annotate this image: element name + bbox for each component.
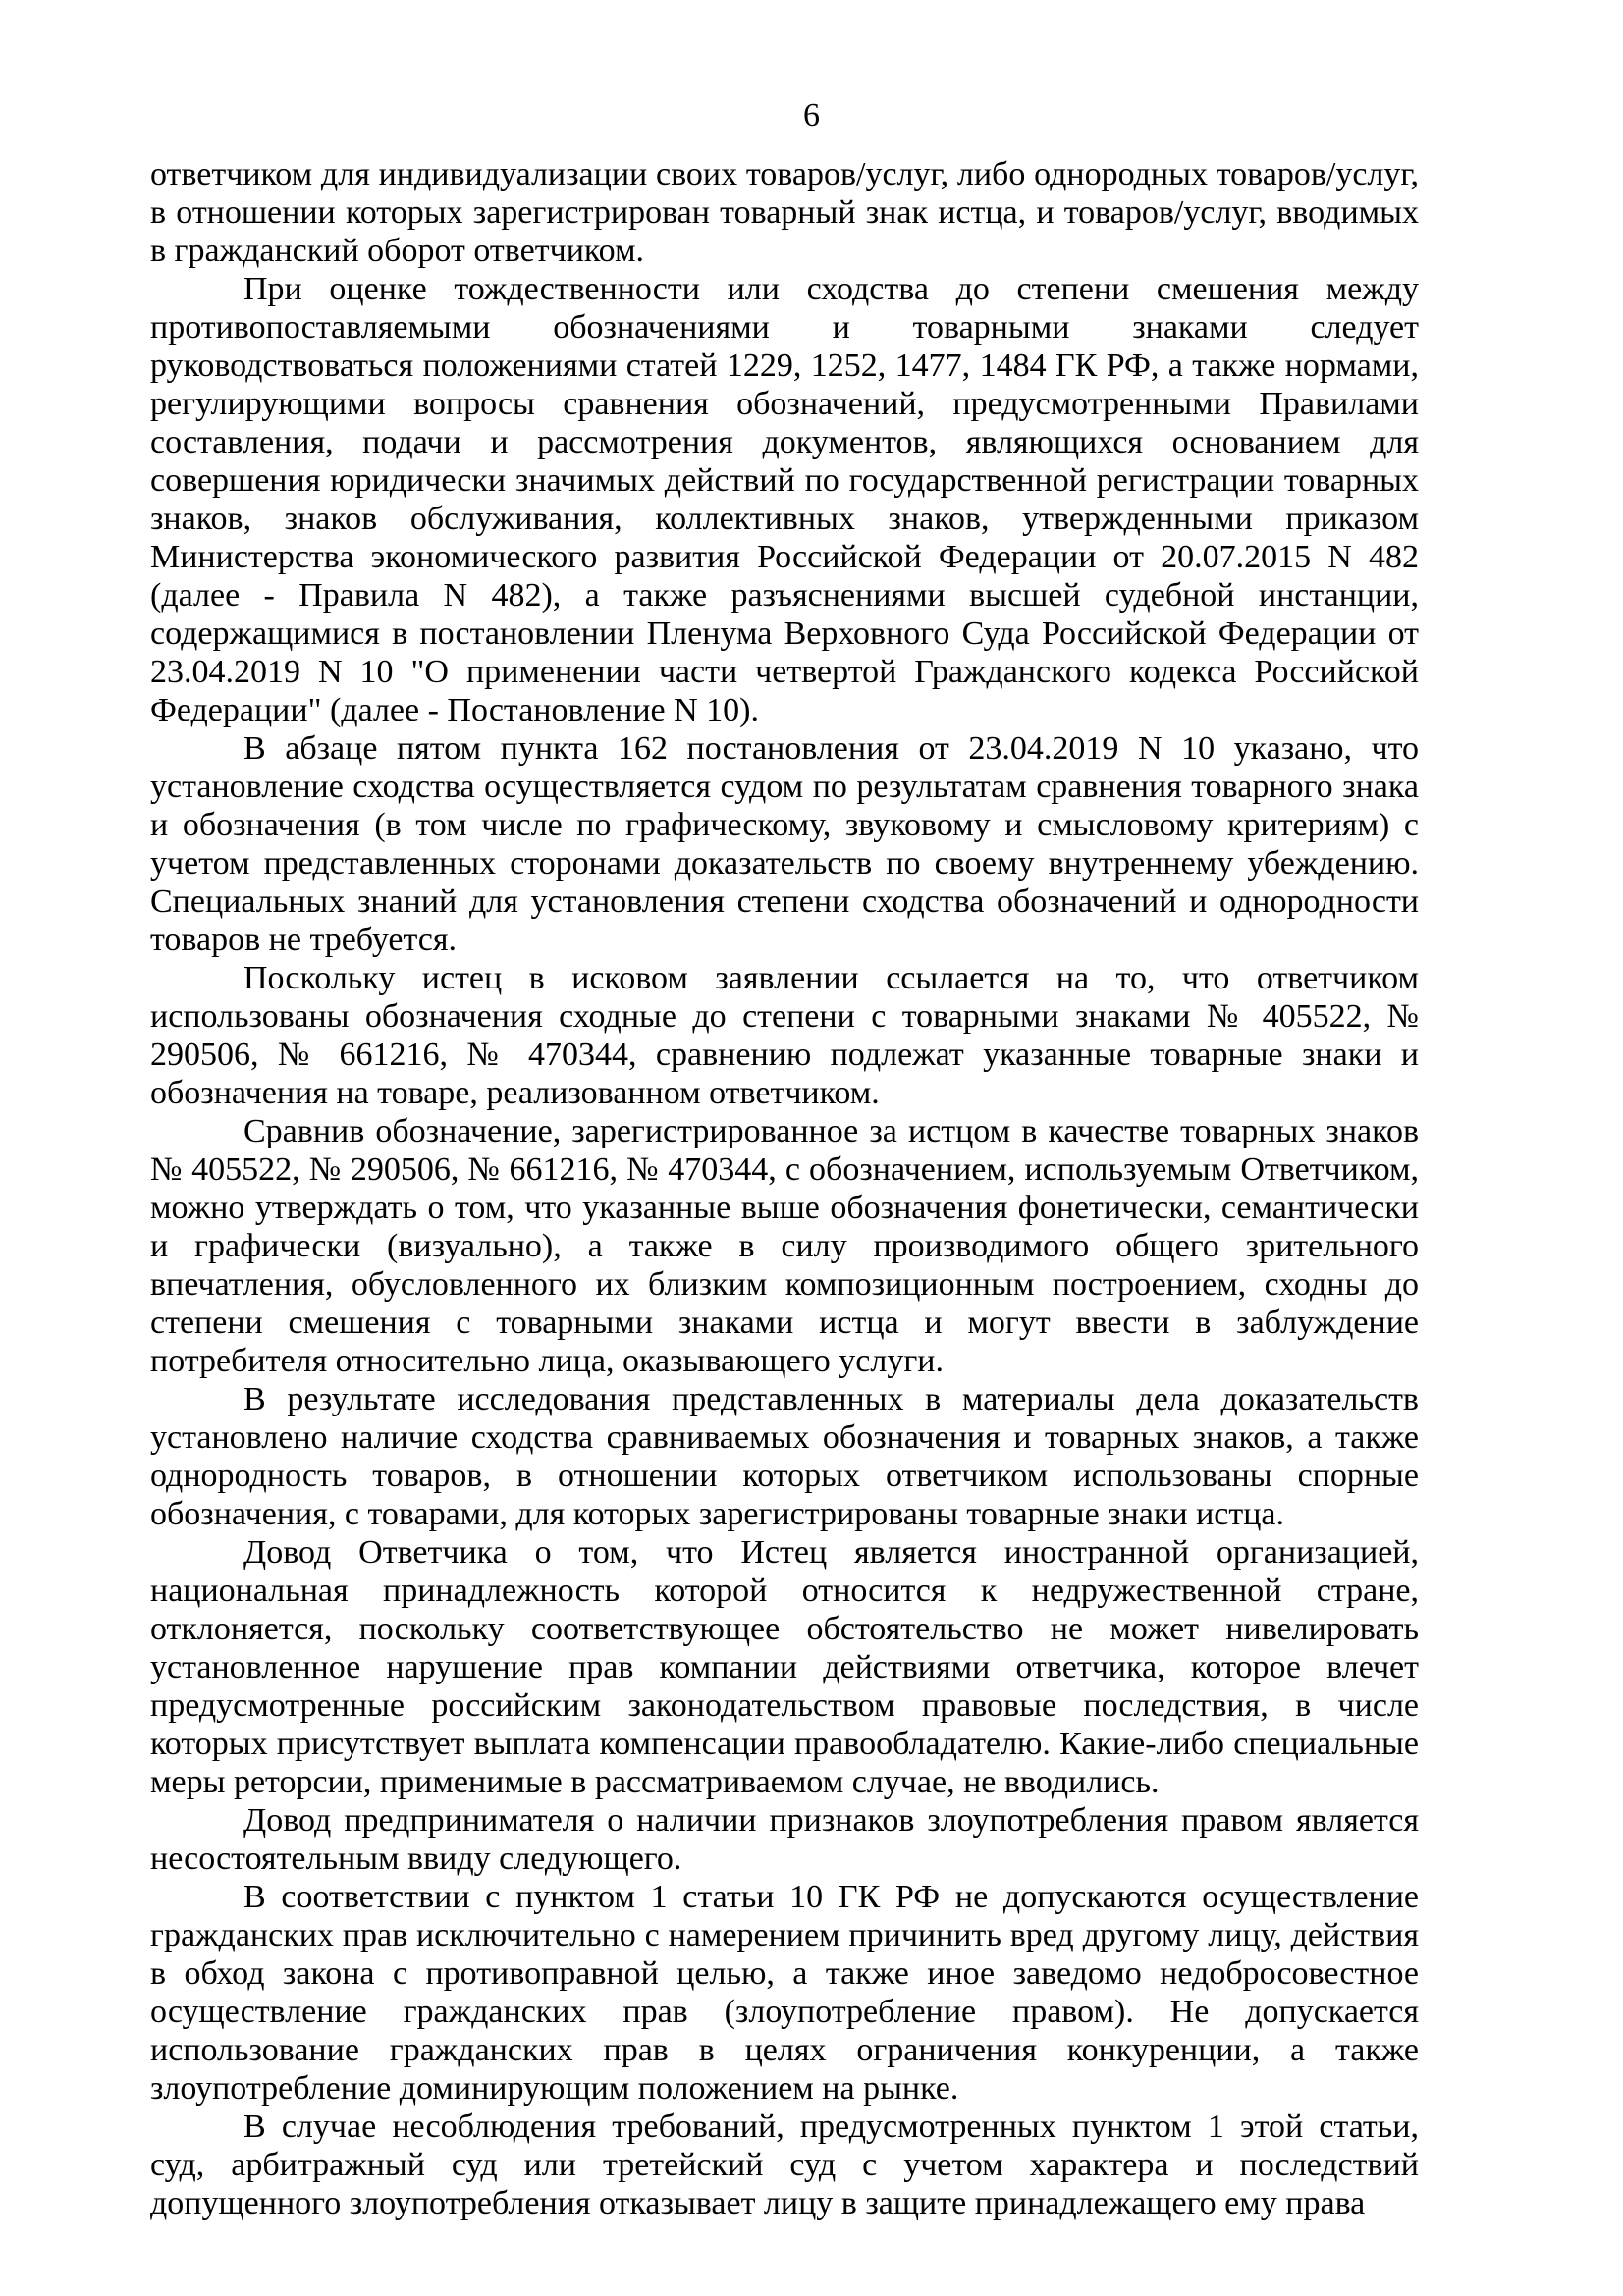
paragraph: ответчиком для индивидуализации своих товаров/услуг, либо однородных товаров/услуг, в отношении которых зарегистрирован товарный знак истца, и товаров/услуг, вводимых в гражданский оборот ответчиком. (150, 156, 1419, 269)
page-number: 6 (803, 97, 820, 133)
paragraph: В результате исследования представленных в материалы дела доказательств установлено наличие сходства сравниваемых обозначения и товарных знаков, а также однородность товаров, в отношении которых ответчиком использованы спорные обозначения, с товарами, для которых зарегистрированы товарные знаки истца. (150, 1381, 1419, 1532)
paragraph: При оценке тождественности или сходства до степени смешения между противопоставляемыми обозначениями и товарными знаками следует руководствоваться положениями статей 1229, 1252, 1477, 1484 ГК РФ, а также нормами, регулирующими вопросы сравнения обозначений, предусмотренными Правилами составления, подачи и рассмотрения документов, являющихся основанием для совершения юридически значимых действий по государственной регистрации товарных знаков, знаков обслуживания, коллективных знаков, утвержденными приказом Министерства экономического развития Российской Федерации от 20.07.2015 N 482 (далее - Правила N 482), а также разъяснениями высшей судебной инстанции, содержащимися в постановлении Пленума Верховного Суда Российской Федерации от 23.04.2019 N 10 "О применении части четвертой Гражданского кодекса Российской Федерации" (далее - Постановление N 10). (150, 271, 1419, 728)
paragraph: В случае несоблюдения требований, предусмотренных пунктом 1 этой статьи, суд, арбитражный суд или третейский суд с учетом характера и последствий допущенного злоупотребления отказывает лицу в защите принадлежащего ему права (150, 2109, 1419, 2221)
document-body (150, 155, 1419, 2222)
paragraph: Сравнив обозначение, зарегистрированное за истцом в качестве товарных знаков № 405522, № 290506, № 661216, № 470344, с обозначением, используемым Ответчиком, можно утверждать о том, что указанные выше обозначения фонетически, семантически и графически (визуально), а также в силу производимого общего зрительного впечатления, обусловленного их близким композиционным построением, сходны до степени смешения с товарными знаками истца и могут ввести в заблуждение потребителя относительно лица, оказывающего услуги. (150, 1113, 1419, 1379)
paragraph: Довод предпринимателя о наличии признаков злоупотребления правом является несостоятельным ввиду следующего. (150, 1802, 1419, 1877)
paragraph: В абзаце пятом пункта 162 постановления от 23.04.2019 N 10 указано, что установление сходства осуществляется судом по результатам сравнения товарного знака и обозначения (в том числе по графическому, звуковому и смысловому критериям) с учетом представленных сторонами доказательств по своему внутреннему убеждению. Специальных знаний для установления степени сходства обозначений и однородности товаров не требуется. (150, 730, 1419, 958)
paragraph: В соответствии с пунктом 1 статьи 10 ГК РФ не допускаются осуществление гражданских прав исключительно с намерением причинить вред другому лицу, действия в обход закона с противоправной целью, а также иное заведомо недобросовестное осуществление гражданских прав (злоупотребление правом). Не допускается использование гражданских прав в целях ограничения конкуренции, а также злоупотребление доминирующим положением на рынке. (150, 1879, 1419, 2107)
paragraph: Довод Ответчика о том, что Истец является иностранной организацией, национальная принадлежность которой относится к недружественной стране, отклоняется, поскольку соответствующее обстоятельство не может нивелировать установленное нарушение прав компании действиями ответчика, которое влечет предусмотренные российским законодательством правовые последствия, в числе которых присутствует выплата компенсации правообладателю. Какие-либо специальные меры реторсии, применимые в рассматриваемом случае, не вводились. (150, 1534, 1419, 1800)
paragraph: Поскольку истец в исковом заявлении ссылается на то, что ответчиком использованы обозначения сходные до степени с товарными знаками № 405522, № 290506, № 661216, № 470344, сравнению подлежат указанные товарные знаки и обозначения на товаре, реализованном ответчиком. (150, 960, 1419, 1111)
